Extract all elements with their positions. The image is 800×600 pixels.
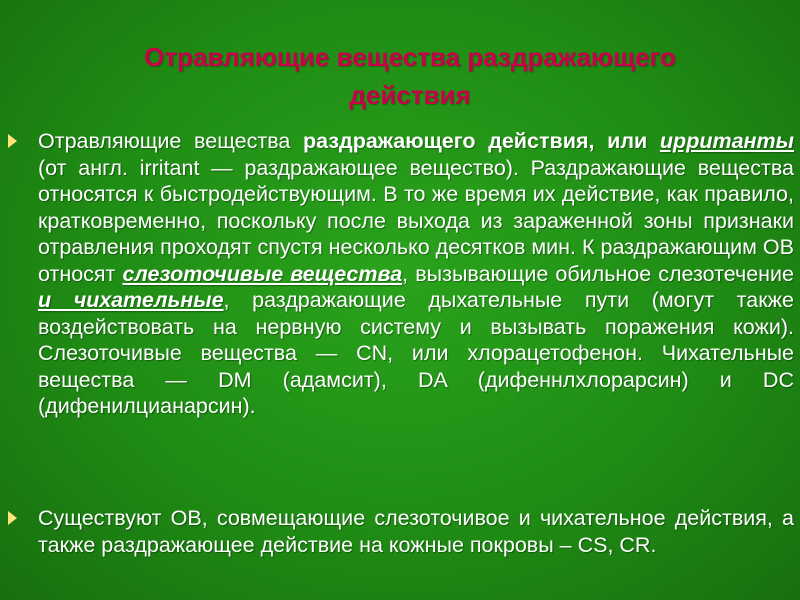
bullet-2-text: Существуют ОВ, совмещающие слезоточивое и чихательное действия, а также раздражающее действие на кожные покровы – CS, CR. <box>38 506 794 557</box>
bold-term: раздражающего действия, или <box>303 129 648 153</box>
text-segment: (от англ. irritant — раздражающее вещество). Раздражающие вещества относятся к быстродействующим. В то же время их действие, как правило, кратковременно, поскольку после выхода из зараженной зоны признаки отравления проходят спустя несколько десятков мин. К раздражающим ОВ относят <box>38 155 794 286</box>
term-lachrymators: слезоточивые вещества <box>122 261 403 286</box>
text-segment: Отравляющие вещества <box>38 129 304 153</box>
title-line-1: Отравляющие вещества раздражающего <box>144 42 676 72</box>
term-irritants: ирританты <box>659 129 794 153</box>
triangle-bullet-icon <box>8 511 17 525</box>
slide-title <box>60 38 760 114</box>
term-sternutators: и чихательные <box>38 288 224 312</box>
triangle-bullet-icon <box>8 134 17 148</box>
bullet-item-2 <box>8 505 794 558</box>
bullet-item-1 <box>8 128 794 420</box>
text-segment: , вызывающие обильное слезотечение <box>402 261 794 286</box>
text-segment: , раздражающие дыхательные пути (могут также воздействовать на нервную систему и вызывать поражения кожи). Слезоточивые вещества — CN, или хлорацетофенон. Чихательные вещества — DM (адамсит), DA (дифеннлхлорарсин) и DC (дифенилцианарсин). <box>38 288 794 418</box>
bullet-1-text <box>38 128 794 420</box>
title-line-2: действия <box>349 80 471 110</box>
